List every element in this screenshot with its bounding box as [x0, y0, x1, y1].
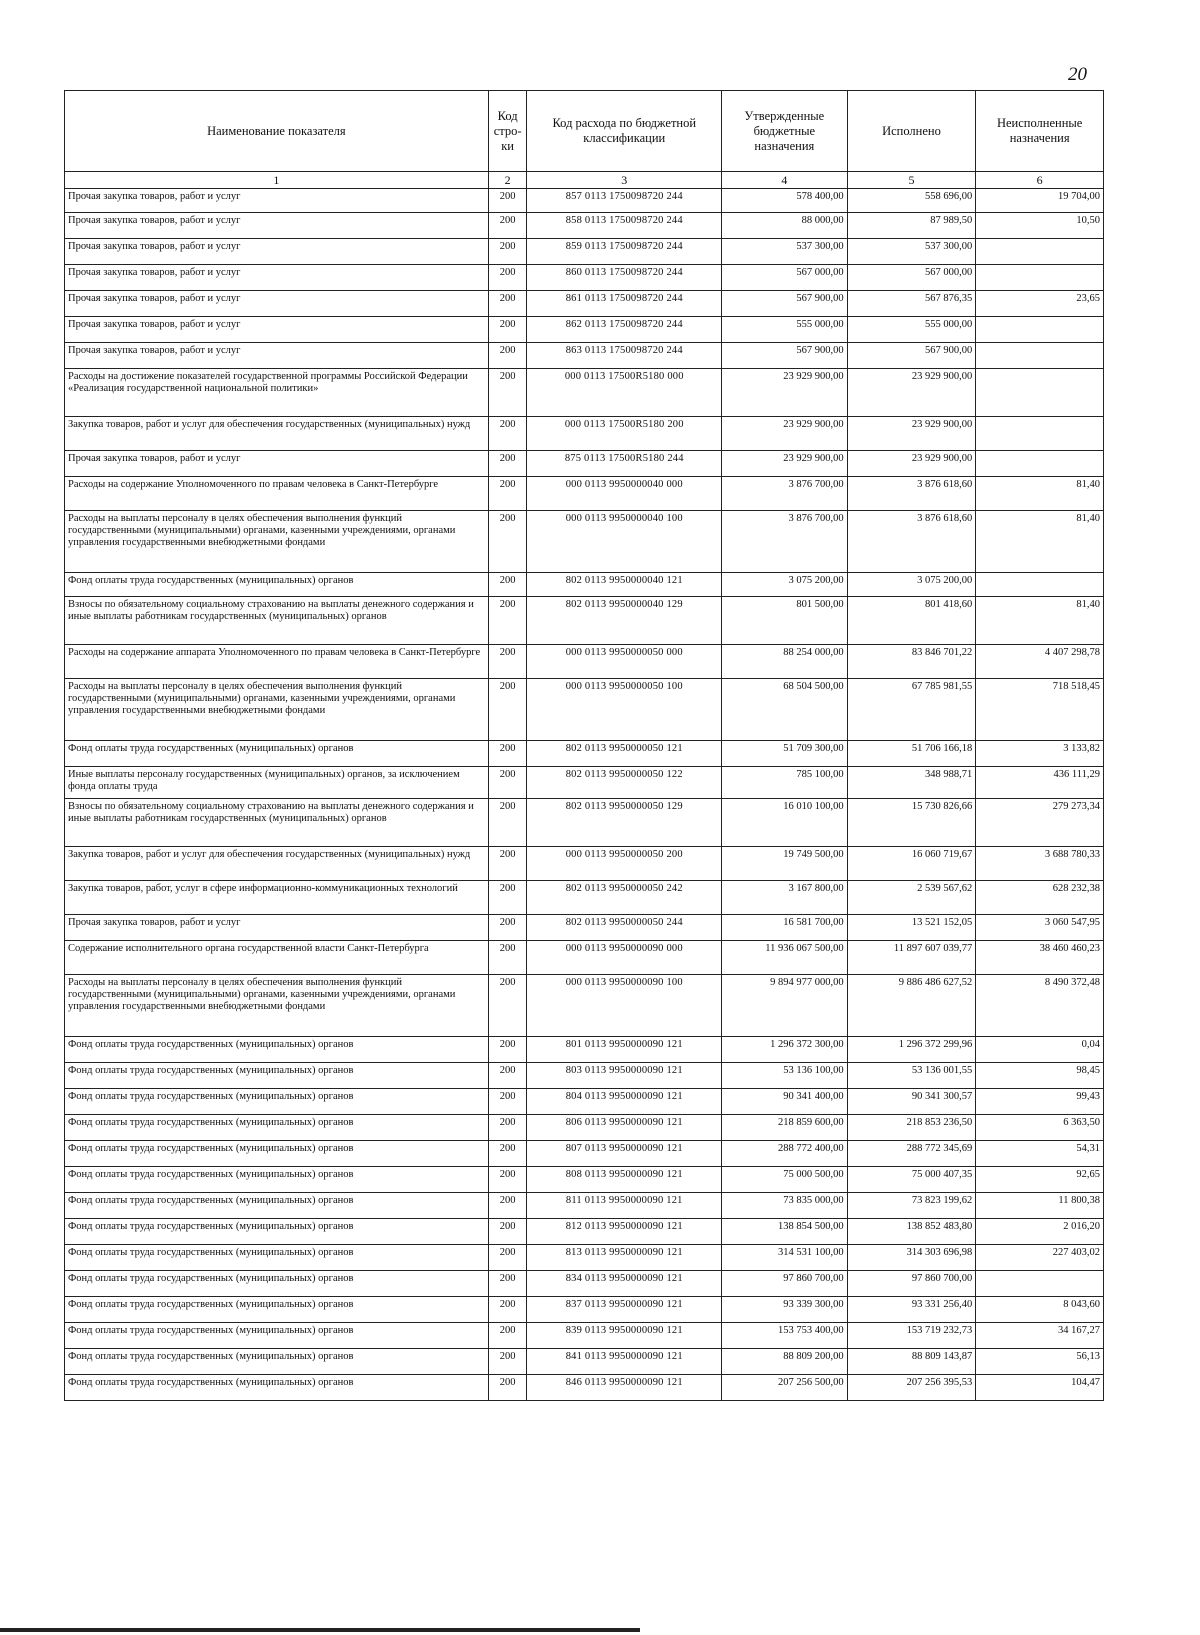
table-row: [65, 369, 1104, 417]
row-approved-amount: 9 894 977 000,00: [722, 975, 848, 1037]
row-budget-code: 807 0113 9950000090 121: [527, 1141, 722, 1167]
row-budget-code: 000 0113 9950000050 000: [527, 645, 722, 679]
row-budget-code: 000 0113 17500R5180 200: [527, 417, 722, 451]
row-executed-amount: 23 929 900,00: [847, 369, 976, 417]
row-line-code: 200: [488, 1349, 527, 1375]
table-row: [65, 597, 1104, 645]
row-budget-code: 802 0113 9950000040 121: [527, 573, 722, 597]
row-executed-amount: 3 075 200,00: [847, 573, 976, 597]
row-unexecuted-amount: 8 043,60: [976, 1297, 1104, 1323]
row-budget-code: 802 0113 9950000050 121: [527, 741, 722, 767]
row-line-code: 200: [488, 597, 527, 645]
table-row: [65, 847, 1104, 881]
col-number: 2: [488, 172, 527, 189]
row-budget-code: 802 0113 9950000040 129: [527, 597, 722, 645]
row-unexecuted-amount: 38 460 460,23: [976, 941, 1104, 975]
row-name: Фонд оплаты труда государственных (муниципальных) органов: [65, 573, 489, 597]
row-unexecuted-amount: 54,31: [976, 1141, 1104, 1167]
row-budget-code: 000 0113 9950000050 100: [527, 679, 722, 741]
row-unexecuted-amount: 81,40: [976, 597, 1104, 645]
row-unexecuted-amount: 98,45: [976, 1063, 1104, 1089]
row-executed-amount: 90 341 300,57: [847, 1089, 976, 1115]
row-executed-amount: 153 719 232,73: [847, 1323, 976, 1349]
row-budget-code: 859 0113 1750098720 244: [527, 239, 722, 265]
row-line-code: 200: [488, 799, 527, 847]
row-unexecuted-amount: 0,04: [976, 1037, 1104, 1063]
row-unexecuted-amount: [976, 343, 1104, 369]
row-name: Прочая закупка товаров, работ и услуг: [65, 291, 489, 317]
row-line-code: 200: [488, 573, 527, 597]
row-budget-code: 837 0113 9950000090 121: [527, 1297, 722, 1323]
row-executed-amount: 3 876 618,60: [847, 511, 976, 573]
row-approved-amount: 51 709 300,00: [722, 741, 848, 767]
row-line-code: 200: [488, 679, 527, 741]
table-row: [65, 189, 1104, 213]
row-approved-amount: 23 929 900,00: [722, 417, 848, 451]
row-line-code: 200: [488, 1141, 527, 1167]
row-approved-amount: 73 835 000,00: [722, 1193, 848, 1219]
row-budget-code: 813 0113 9950000090 121: [527, 1245, 722, 1271]
table-row: [65, 1167, 1104, 1193]
table-header-row: [65, 91, 1104, 172]
row-name: Расходы на выплаты персоналу в целях обеспечения выполнения функций государственными (муниципальными) органами, казенными учреждениями, органами управления государственными внебюджетными фондами: [65, 975, 489, 1037]
table-row: [65, 1297, 1104, 1323]
row-line-code: 200: [488, 239, 527, 265]
row-executed-amount: 93 331 256,40: [847, 1297, 976, 1323]
col-number: 6: [976, 172, 1104, 189]
table-row: [65, 1141, 1104, 1167]
row-line-code: 200: [488, 1063, 527, 1089]
row-executed-amount: 67 785 981,55: [847, 679, 976, 741]
row-budget-code: 804 0113 9950000090 121: [527, 1089, 722, 1115]
row-approved-amount: 53 136 100,00: [722, 1063, 848, 1089]
row-line-code: 200: [488, 511, 527, 573]
row-unexecuted-amount: 81,40: [976, 511, 1104, 573]
row-executed-amount: 555 000,00: [847, 317, 976, 343]
row-budget-code: 834 0113 9950000090 121: [527, 1271, 722, 1297]
table-row: [65, 975, 1104, 1037]
row-budget-code: 861 0113 1750098720 244: [527, 291, 722, 317]
row-unexecuted-amount: 104,47: [976, 1375, 1104, 1401]
row-executed-amount: 138 852 483,80: [847, 1219, 976, 1245]
row-approved-amount: 93 339 300,00: [722, 1297, 848, 1323]
row-executed-amount: 15 730 826,66: [847, 799, 976, 847]
row-budget-code: 863 0113 1750098720 244: [527, 343, 722, 369]
row-unexecuted-amount: [976, 1271, 1104, 1297]
row-unexecuted-amount: 92,65: [976, 1167, 1104, 1193]
row-name: Прочая закупка товаров, работ и услуг: [65, 317, 489, 343]
row-line-code: 200: [488, 343, 527, 369]
row-budget-code: 811 0113 9950000090 121: [527, 1193, 722, 1219]
row-unexecuted-amount: 4 407 298,78: [976, 645, 1104, 679]
row-executed-amount: 537 300,00: [847, 239, 976, 265]
row-approved-amount: 23 929 900,00: [722, 369, 848, 417]
table-row: [65, 1323, 1104, 1349]
column-number-row: [65, 172, 1104, 189]
row-executed-amount: 83 846 701,22: [847, 645, 976, 679]
row-executed-amount: 73 823 199,62: [847, 1193, 976, 1219]
table-row: [65, 511, 1104, 573]
row-name: Фонд оплаты труда государственных (муниципальных) органов: [65, 1115, 489, 1141]
row-approved-amount: 3 876 700,00: [722, 511, 848, 573]
row-line-code: 200: [488, 477, 527, 511]
row-budget-code: 000 0113 17500R5180 000: [527, 369, 722, 417]
row-unexecuted-amount: 10,50: [976, 213, 1104, 239]
table-row: [65, 1115, 1104, 1141]
row-executed-amount: 3 876 618,60: [847, 477, 976, 511]
row-name: Прочая закупка товаров, работ и услуг: [65, 451, 489, 477]
row-name: Фонд оплаты труда государственных (муниципальных) органов: [65, 1141, 489, 1167]
row-unexecuted-amount: 6 363,50: [976, 1115, 1104, 1141]
row-executed-amount: 53 136 001,55: [847, 1063, 976, 1089]
row-unexecuted-amount: 99,43: [976, 1089, 1104, 1115]
row-approved-amount: 75 000 500,00: [722, 1167, 848, 1193]
table-row: [65, 645, 1104, 679]
row-line-code: 200: [488, 1115, 527, 1141]
row-approved-amount: 90 341 400,00: [722, 1089, 848, 1115]
row-budget-code: 875 0113 17500R5180 244: [527, 451, 722, 477]
row-name: Фонд оплаты труда государственных (муниципальных) органов: [65, 1245, 489, 1271]
row-line-code: 200: [488, 1271, 527, 1297]
table-row: [65, 1037, 1104, 1063]
row-line-code: 200: [488, 291, 527, 317]
row-unexecuted-amount: [976, 369, 1104, 417]
row-budget-code: 000 0113 9950000050 200: [527, 847, 722, 881]
row-approved-amount: 3 167 800,00: [722, 881, 848, 915]
row-line-code: 200: [488, 317, 527, 343]
page-number: 20: [1068, 64, 1087, 85]
row-name: Расходы на содержание Уполномоченного по правам человека в Санкт-Петербурге: [65, 477, 489, 511]
table-row: [65, 477, 1104, 511]
row-name: Взносы по обязательному социальному страхованию на выплаты денежного содержания и иные выплаты работникам государственных (муниципальных) органов: [65, 799, 489, 847]
row-line-code: 200: [488, 1037, 527, 1063]
row-executed-amount: 314 303 696,98: [847, 1245, 976, 1271]
row-approved-amount: 567 900,00: [722, 343, 848, 369]
row-executed-amount: 23 929 900,00: [847, 417, 976, 451]
row-approved-amount: 153 753 400,00: [722, 1323, 848, 1349]
row-budget-code: 801 0113 9950000090 121: [527, 1037, 722, 1063]
row-line-code: 200: [488, 1089, 527, 1115]
row-name: Иные выплаты персоналу государственных (муниципальных) органов, за исключением фонда оплаты труда: [65, 767, 489, 799]
row-name: Фонд оплаты труда государственных (муниципальных) органов: [65, 1219, 489, 1245]
row-executed-amount: 218 853 236,50: [847, 1115, 976, 1141]
row-line-code: 200: [488, 1193, 527, 1219]
row-approved-amount: 23 929 900,00: [722, 451, 848, 477]
table-row: [65, 451, 1104, 477]
row-line-code: 200: [488, 1219, 527, 1245]
row-executed-amount: 13 521 152,05: [847, 915, 976, 941]
row-executed-amount: 288 772 345,69: [847, 1141, 976, 1167]
row-budget-code: 846 0113 9950000090 121: [527, 1375, 722, 1401]
row-executed-amount: 9 886 486 627,52: [847, 975, 976, 1037]
row-budget-code: 802 0113 9950000050 129: [527, 799, 722, 847]
table-row: [65, 941, 1104, 975]
row-name: Фонд оплаты труда государственных (муниципальных) органов: [65, 1193, 489, 1219]
row-name: Прочая закупка товаров, работ и услуг: [65, 915, 489, 941]
table-row: [65, 881, 1104, 915]
row-budget-code: 803 0113 9950000090 121: [527, 1063, 722, 1089]
row-approved-amount: 88 809 200,00: [722, 1349, 848, 1375]
row-name: Расходы на выплаты персоналу в целях обеспечения выполнения функций государственными (муниципальными) органами, казенными учреждениями, органами управления государственными внебюджетными фондами: [65, 511, 489, 573]
row-name: Фонд оплаты труда государственных (муниципальных) органов: [65, 1037, 489, 1063]
row-approved-amount: 288 772 400,00: [722, 1141, 848, 1167]
col-header-budget-code: Код расхода по бюджетной классификации: [527, 91, 722, 172]
table-row: [65, 1245, 1104, 1271]
row-executed-amount: 567 000,00: [847, 265, 976, 291]
row-approved-amount: 11 936 067 500,00: [722, 941, 848, 975]
row-approved-amount: 785 100,00: [722, 767, 848, 799]
row-unexecuted-amount: 3 133,82: [976, 741, 1104, 767]
row-executed-amount: 23 929 900,00: [847, 451, 976, 477]
row-approved-amount: 1 296 372 300,00: [722, 1037, 848, 1063]
row-budget-code: 858 0113 1750098720 244: [527, 213, 722, 239]
col-header-name: Наименование показателя: [65, 91, 489, 172]
row-executed-amount: 207 256 395,53: [847, 1375, 976, 1401]
row-approved-amount: 537 300,00: [722, 239, 848, 265]
table-row: [65, 1063, 1104, 1089]
table-row: [65, 741, 1104, 767]
table-row: [65, 1219, 1104, 1245]
row-unexecuted-amount: 279 273,34: [976, 799, 1104, 847]
table-row: [65, 1193, 1104, 1219]
row-executed-amount: 88 809 143,87: [847, 1349, 976, 1375]
row-unexecuted-amount: [976, 265, 1104, 291]
row-approved-amount: 567 000,00: [722, 265, 848, 291]
row-unexecuted-amount: 81,40: [976, 477, 1104, 511]
row-name: Прочая закупка товаров, работ и услуг: [65, 265, 489, 291]
row-budget-code: 841 0113 9950000090 121: [527, 1349, 722, 1375]
row-budget-code: 839 0113 9950000090 121: [527, 1323, 722, 1349]
row-executed-amount: 558 696,00: [847, 189, 976, 213]
row-budget-code: 000 0113 9950000090 100: [527, 975, 722, 1037]
row-name: Фонд оплаты труда государственных (муниципальных) органов: [65, 1323, 489, 1349]
row-name: Фонд оплаты труда государственных (муниципальных) органов: [65, 1349, 489, 1375]
row-approved-amount: 567 900,00: [722, 291, 848, 317]
row-executed-amount: 16 060 719,67: [847, 847, 976, 881]
row-name: Фонд оплаты труда государственных (муниципальных) органов: [65, 1271, 489, 1297]
row-budget-code: 857 0113 1750098720 244: [527, 189, 722, 213]
row-unexecuted-amount: 628 232,38: [976, 881, 1104, 915]
table-row: [65, 417, 1104, 451]
table-row: [65, 213, 1104, 239]
row-line-code: 200: [488, 847, 527, 881]
table-row: [65, 265, 1104, 291]
row-name: Фонд оплаты труда государственных (муниципальных) органов: [65, 1089, 489, 1115]
row-line-code: 200: [488, 645, 527, 679]
row-approved-amount: 16 581 700,00: [722, 915, 848, 941]
col-number: 4: [722, 172, 848, 189]
row-line-code: 200: [488, 881, 527, 915]
row-name: Закупка товаров, работ и услуг для обеспечения государственных (муниципальных) нужд: [65, 847, 489, 881]
row-executed-amount: 801 418,60: [847, 597, 976, 645]
col-header-executed: Исполнено: [847, 91, 976, 172]
row-approved-amount: 314 531 100,00: [722, 1245, 848, 1271]
row-line-code: 200: [488, 189, 527, 213]
row-name: Расходы на содержание аппарата Уполномоченного по правам человека в Санкт-Петербурге: [65, 645, 489, 679]
row-unexecuted-amount: 718 518,45: [976, 679, 1104, 741]
table-row: [65, 767, 1104, 799]
row-unexecuted-amount: 19 704,00: [976, 189, 1104, 213]
row-name: Закупка товаров, работ и услуг для обеспечения государственных (муниципальных) нужд: [65, 417, 489, 451]
table-body: [65, 189, 1104, 1401]
row-approved-amount: 88 000,00: [722, 213, 848, 239]
row-unexecuted-amount: 227 403,02: [976, 1245, 1104, 1271]
row-unexecuted-amount: [976, 573, 1104, 597]
table-row: [65, 343, 1104, 369]
row-approved-amount: 19 749 500,00: [722, 847, 848, 881]
row-line-code: 200: [488, 369, 527, 417]
row-unexecuted-amount: 436 111,29: [976, 767, 1104, 799]
row-line-code: 200: [488, 1297, 527, 1323]
row-unexecuted-amount: 34 167,27: [976, 1323, 1104, 1349]
row-executed-amount: 97 860 700,00: [847, 1271, 976, 1297]
row-budget-code: 000 0113 9950000040 000: [527, 477, 722, 511]
row-approved-amount: 207 256 500,00: [722, 1375, 848, 1401]
table-row: [65, 291, 1104, 317]
row-name: Фонд оплаты труда государственных (муниципальных) органов: [65, 1297, 489, 1323]
row-unexecuted-amount: 23,65: [976, 291, 1104, 317]
table-row: [65, 1271, 1104, 1297]
row-approved-amount: 3 876 700,00: [722, 477, 848, 511]
row-name: Прочая закупка товаров, работ и услуг: [65, 189, 489, 213]
row-budget-code: 802 0113 9950000050 242: [527, 881, 722, 915]
col-number: 5: [847, 172, 976, 189]
row-approved-amount: 801 500,00: [722, 597, 848, 645]
row-approved-amount: 68 504 500,00: [722, 679, 848, 741]
row-name: Расходы на достижение показателей государственной программы Российской Федерации «Реализация государственной национальной политики»: [65, 369, 489, 417]
row-line-code: 200: [488, 213, 527, 239]
row-unexecuted-amount: [976, 417, 1104, 451]
row-line-code: 200: [488, 451, 527, 477]
row-approved-amount: 555 000,00: [722, 317, 848, 343]
col-header-approved: Утвержденные бюджетные назначения: [722, 91, 848, 172]
row-budget-code: 862 0113 1750098720 244: [527, 317, 722, 343]
col-number: 1: [65, 172, 489, 189]
table-row: [65, 239, 1104, 265]
bottom-rule: [0, 1628, 640, 1632]
table-row: [65, 1089, 1104, 1115]
row-name: Закупка товаров, работ, услуг в сфере информационно-коммуникационных технологий: [65, 881, 489, 915]
row-executed-amount: 567 900,00: [847, 343, 976, 369]
col-header-unexecuted: Неисполненные назначения: [976, 91, 1104, 172]
row-name: Содержание исполнительного органа государственной власти Санкт-Петербурга: [65, 941, 489, 975]
row-unexecuted-amount: [976, 239, 1104, 265]
row-name: Фонд оплаты труда государственных (муниципальных) органов: [65, 1375, 489, 1401]
row-approved-amount: 16 010 100,00: [722, 799, 848, 847]
row-line-code: 200: [488, 417, 527, 451]
row-name: Прочая закупка товаров, работ и услуг: [65, 239, 489, 265]
row-budget-code: 000 0113 9950000090 000: [527, 941, 722, 975]
row-line-code: 200: [488, 1245, 527, 1271]
row-unexecuted-amount: 3 688 780,33: [976, 847, 1104, 881]
row-unexecuted-amount: 2 016,20: [976, 1219, 1104, 1245]
row-unexecuted-amount: [976, 317, 1104, 343]
table-row: [65, 1375, 1104, 1401]
table-row: [65, 317, 1104, 343]
row-line-code: 200: [488, 915, 527, 941]
table-row: [65, 915, 1104, 941]
row-unexecuted-amount: 3 060 547,95: [976, 915, 1104, 941]
row-executed-amount: 1 296 372 299,96: [847, 1037, 976, 1063]
row-executed-amount: 51 706 166,18: [847, 741, 976, 767]
row-name: Прочая закупка товаров, работ и услуг: [65, 213, 489, 239]
row-approved-amount: 138 854 500,00: [722, 1219, 848, 1245]
row-approved-amount: 578 400,00: [722, 189, 848, 213]
row-budget-code: 812 0113 9950000090 121: [527, 1219, 722, 1245]
row-unexecuted-amount: 11 800,38: [976, 1193, 1104, 1219]
row-unexecuted-amount: [976, 451, 1104, 477]
row-budget-code: 000 0113 9950000040 100: [527, 511, 722, 573]
row-executed-amount: 87 989,50: [847, 213, 976, 239]
table-row: [65, 1349, 1104, 1375]
row-unexecuted-amount: 56,13: [976, 1349, 1104, 1375]
col-number: 3: [527, 172, 722, 189]
row-line-code: 200: [488, 1167, 527, 1193]
row-name: Взносы по обязательному социальному страхованию на выплаты денежного содержания и иные выплаты работникам государственных (муниципальных) органов: [65, 597, 489, 645]
row-line-code: 200: [488, 1375, 527, 1401]
row-approved-amount: 97 860 700,00: [722, 1271, 848, 1297]
table-row: [65, 799, 1104, 847]
row-line-code: 200: [488, 941, 527, 975]
row-name: Фонд оплаты труда государственных (муниципальных) органов: [65, 1063, 489, 1089]
table-row: [65, 573, 1104, 597]
row-executed-amount: 11 897 607 039,77: [847, 941, 976, 975]
row-budget-code: 860 0113 1750098720 244: [527, 265, 722, 291]
table-row: [65, 679, 1104, 741]
row-budget-code: 802 0113 9950000050 122: [527, 767, 722, 799]
row-name: Фонд оплаты труда государственных (муниципальных) органов: [65, 1167, 489, 1193]
row-budget-code: 806 0113 9950000090 121: [527, 1115, 722, 1141]
row-line-code: 200: [488, 767, 527, 799]
row-executed-amount: 75 000 407,35: [847, 1167, 976, 1193]
budget-execution-table: [64, 90, 1104, 1401]
row-name: Расходы на выплаты персоналу в целях обеспечения выполнения функций государственными (муниципальными) органами, казенными учреждениями, органами управления государственными внебюджетными фондами: [65, 679, 489, 741]
row-approved-amount: 218 859 600,00: [722, 1115, 848, 1141]
col-header-line-code: Код стро- ки: [488, 91, 527, 172]
row-unexecuted-amount: 8 490 372,48: [976, 975, 1104, 1037]
row-budget-code: 802 0113 9950000050 244: [527, 915, 722, 941]
row-budget-code: 808 0113 9950000090 121: [527, 1167, 722, 1193]
row-name: Фонд оплаты труда государственных (муниципальных) органов: [65, 741, 489, 767]
row-line-code: 200: [488, 265, 527, 291]
row-line-code: 200: [488, 1323, 527, 1349]
row-executed-amount: 567 876,35: [847, 291, 976, 317]
row-line-code: 200: [488, 741, 527, 767]
row-approved-amount: 88 254 000,00: [722, 645, 848, 679]
row-line-code: 200: [488, 975, 527, 1037]
row-name: Прочая закупка товаров, работ и услуг: [65, 343, 489, 369]
row-executed-amount: 2 539 567,62: [847, 881, 976, 915]
row-executed-amount: 348 988,71: [847, 767, 976, 799]
row-approved-amount: 3 075 200,00: [722, 573, 848, 597]
